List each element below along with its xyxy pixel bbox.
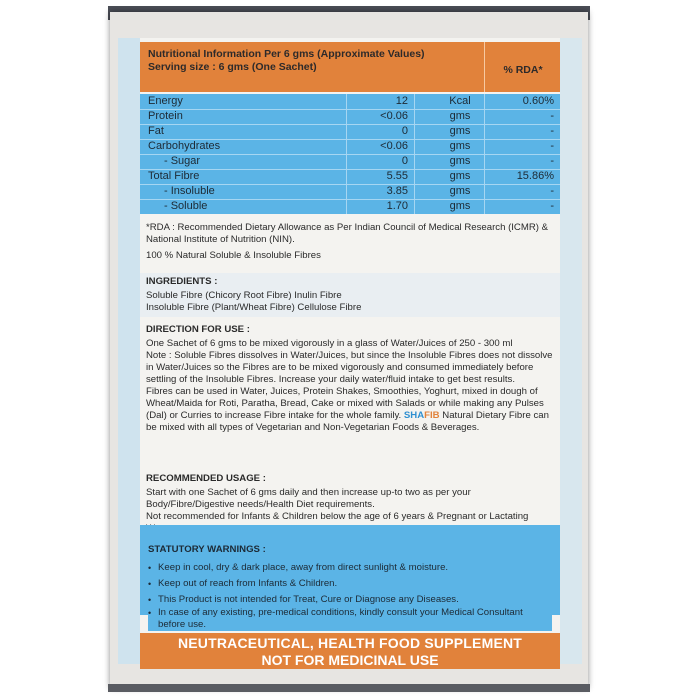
nutrition-title-line1: Nutritional Information Per 6 gms (Approximate Values): [148, 48, 425, 60]
nutrient-rda: -: [550, 110, 554, 122]
warnings-title-text: STATUTORY WARNINGS :: [148, 544, 266, 555]
rda-note: *RDA : Recommended Dietary Allowance as Per Indian Council of Medical Research (ICMR) & National Institute of Nutrition (NIN).: [146, 222, 549, 245]
warning-text: Keep in cool, dry & dark place, away from direct sunlight & moisture.: [158, 562, 449, 573]
nutrient-unit: gms: [449, 125, 471, 137]
nutrient-name: Total Fibre: [148, 170, 200, 182]
ingredient-line: Soluble Fibre (Chicory Root Fibre) Inulin Fibre: [146, 290, 342, 301]
nutrient-unit: gms: [449, 110, 471, 122]
usage-text: Start with one Sachet of 6 gms daily and then increase up-to two as per your Body/Fibre/Digestive needs/Health Diet requirements.: [146, 487, 471, 510]
bullet-icon: •: [148, 563, 152, 573]
nutrient-name: - Sugar: [164, 155, 201, 167]
ingredient-line: Insoluble Fibre (Plant/Wheat Fibre) Cellulose Fibre: [146, 302, 362, 313]
nutrient-name: Carbohydrates: [148, 140, 221, 152]
bullet-icon: •: [148, 579, 152, 589]
direction-title: DIRECTION FOR USE :: [146, 324, 250, 335]
warning-text: Keep out of reach from Infants & Children.: [158, 578, 338, 589]
direction-brand-text: Natural Dietary Fibre can be mixed with all types of Vegetarian and Non-Vegetarian Foods & Beverages.: [146, 410, 549, 433]
nutrient-rda: 15.86%: [516, 170, 554, 182]
warning-item: [148, 594, 552, 606]
nutrient-unit: gms: [449, 155, 471, 167]
nutrient-value: 0: [401, 125, 408, 137]
brand-logo-part: SHA: [403, 410, 425, 421]
warning-text: This Product is not intended for Treat, Cure or Diagnose any Diseases.: [158, 594, 459, 605]
rda-column-header: % RDA*: [503, 64, 543, 76]
nutrient-rda: -: [550, 155, 554, 167]
footer-band: [140, 633, 560, 669]
nutrient-value: <0.06: [380, 140, 408, 152]
brand-logo-part: FIB: [424, 410, 440, 421]
bullet-icon: •: [148, 608, 152, 618]
warnings-title: [148, 544, 552, 556]
nutrient-value: 0: [401, 155, 408, 167]
warning-item: [148, 562, 552, 574]
direction-section: [146, 324, 554, 434]
natural-fibre-note: 100 % Natural Soluble & Insoluble Fibres: [146, 250, 321, 261]
nutrient-value: <0.06: [380, 110, 408, 122]
nutrient-name: Energy: [148, 95, 183, 107]
warning-item: [148, 607, 552, 631]
ingredients-section: [146, 276, 554, 314]
nutrient-value: 5.55: [386, 170, 408, 182]
table-row: [140, 184, 560, 200]
direction-text: One Sachet of 6 gms to be mixed vigorously in a glass of Water/Juices of 250 - 300 ml: [146, 338, 513, 349]
usage-title: RECOMMENDED USAGE :: [146, 473, 266, 484]
nutrient-unit: Kcal: [449, 95, 471, 107]
table-row: [140, 199, 560, 214]
nutrition-header: [140, 42, 560, 92]
box-side-illustration-right: [560, 38, 582, 664]
nutrient-rda: 0.60%: [522, 95, 554, 107]
footer-line2: NOT FOR MEDICINAL USE: [261, 652, 439, 668]
table-row: [140, 124, 560, 140]
nutrient-value: 1.70: [386, 200, 408, 212]
bullet-icon: •: [148, 595, 152, 605]
nutrient-unit: gms: [449, 140, 471, 152]
table-row: [140, 109, 560, 125]
table-row: [140, 154, 560, 170]
nutrient-rda: -: [550, 140, 554, 152]
nutrient-name: Fat: [148, 125, 164, 137]
box-bottom-edge: [108, 684, 590, 692]
nutrient-name: Protein: [148, 110, 183, 122]
warning-text: In case of any existing, pre-medical conditions, kindly consult your Medical Consultant before use.: [158, 607, 523, 630]
footer-line1: NEUTRACEUTICAL, HEALTH FOOD SUPPLEMENT: [177, 635, 523, 651]
direction-fibre-uses-text: Fibres can be used in Water, Juices, Protein Shakes, Smoothies, Yoghurt, mixed in dough of Wheat/Maida for Roti, Paratha, Bread, Cake or mixed with Salads or while making any Pulses (Dal) or Curries to increase Fibre intake for the whole family.: [146, 386, 544, 421]
table-row: [140, 169, 560, 185]
nutrient-value: 12: [395, 95, 408, 107]
nutrient-unit: gms: [449, 200, 471, 212]
nutrient-unit: gms: [449, 170, 471, 182]
direction-note: Note : Soluble Fibres dissolves in Water/Juices, but since the Insoluble Fibres does not dissolve in Water/Juices so the Fibres are to be mixed vigorously and consumed immediately before settling of the Insoluble Fibres. Increase your daily water/fluid intake to get best results.: [146, 350, 553, 385]
usage-restriction: Not recommended for Infants & Children below the age of 6 years & Pregnant or Lactating: [146, 511, 529, 522]
header-divider: [484, 42, 485, 92]
nutrient-rda: -: [550, 185, 554, 197]
table-row: [140, 94, 560, 110]
nutrient-unit: gms: [449, 185, 471, 197]
nutrient-name: - Soluble: [164, 200, 208, 212]
table-row: [140, 139, 560, 155]
ingredients-title: INGREDIENTS :: [146, 276, 218, 287]
warning-item: [148, 578, 552, 590]
nutrient-rda: -: [550, 125, 554, 137]
box-side-illustration: [118, 38, 140, 664]
nutrient-rda: -: [550, 200, 554, 212]
nutrient-value: 3.85: [386, 185, 408, 197]
serving-size: Serving size : 6 gms (One Sachet): [148, 61, 317, 73]
nutrient-name: - Insoluble: [164, 185, 215, 197]
direction-fibre-uses: [146, 386, 554, 434]
nutrition-table: [140, 94, 560, 214]
brand-logo: [404, 410, 440, 421]
nutrition-title: [148, 48, 478, 74]
